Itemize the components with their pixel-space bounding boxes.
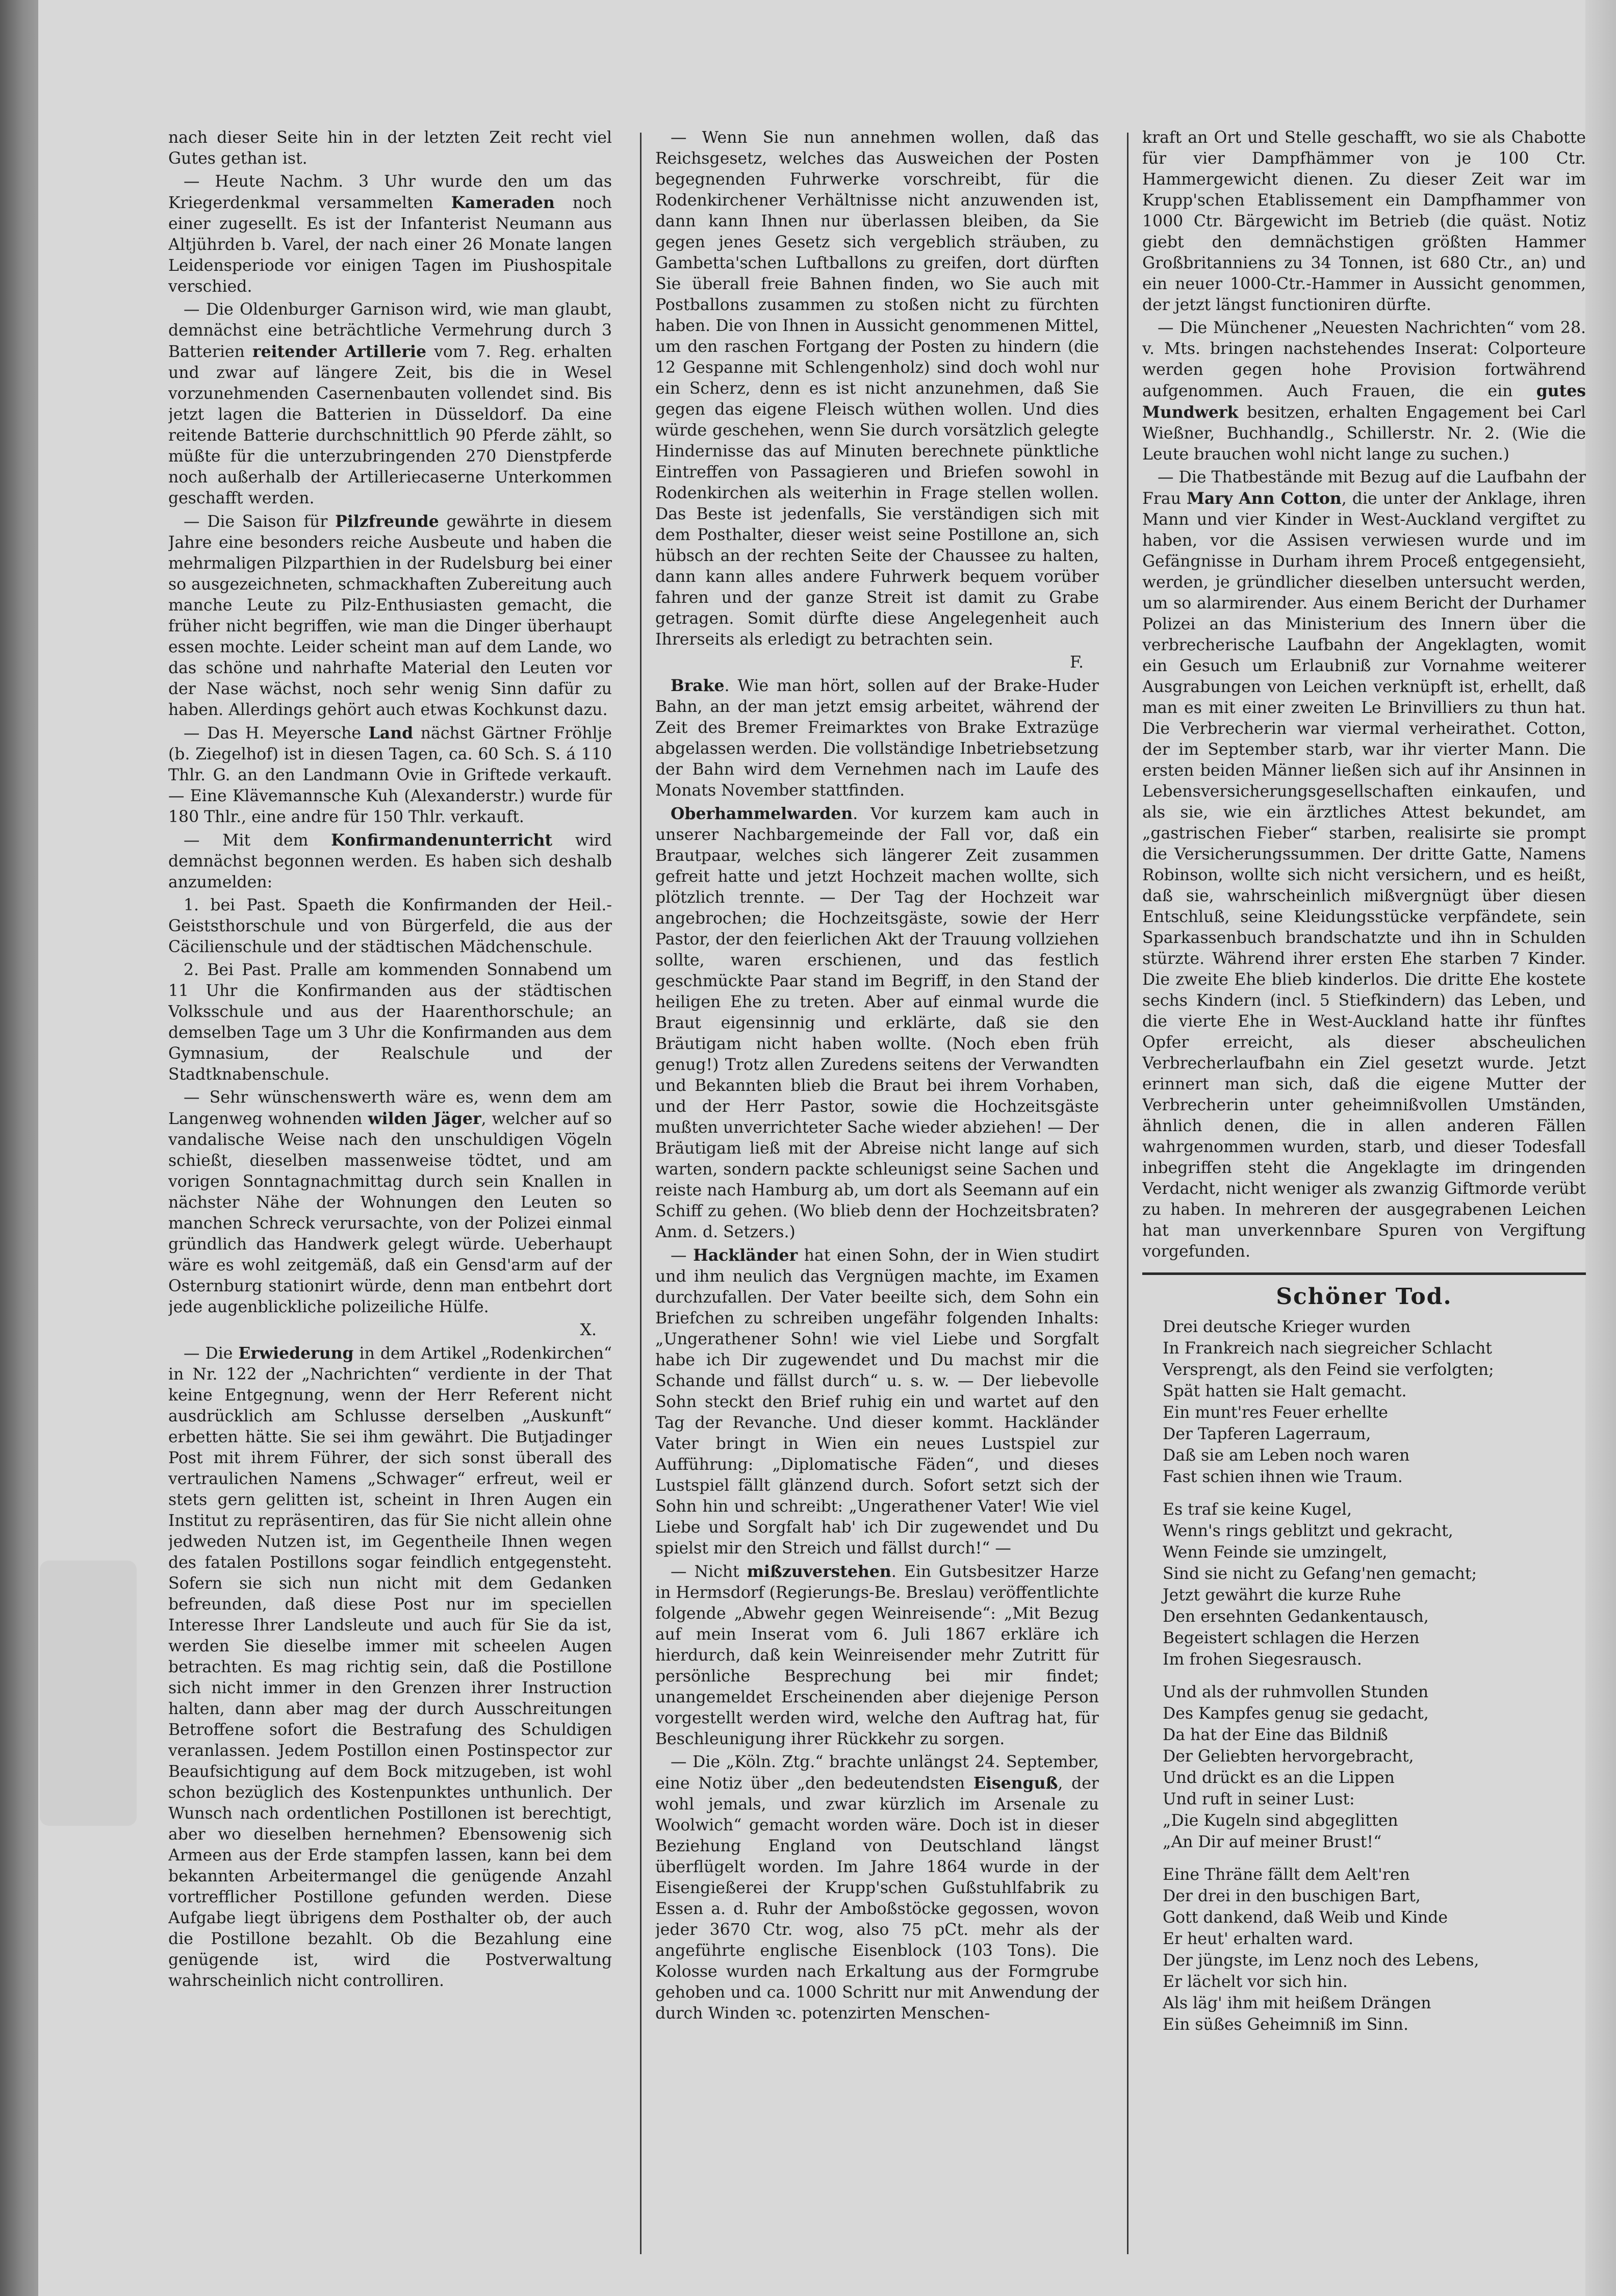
article-keyword: mißzuverstehen (747, 1562, 891, 1581)
poem-line: „An Dir auf meiner Brust!“ (1163, 1833, 1382, 1851)
article-keyword: Pilzfreunde (335, 512, 439, 531)
paragraph-text: — Wenn Sie nun annehmen wollen, daß das Reichsgesetz, welches das Ausweichen der Posten begegnenden Fuhrwerke vorschreibt, für die Rodenkirchener Verhältnisse nicht anzuwenden ist, dann kann Ihnen nur überlassen bleiben, da Sie gegen jenes Gesetz sich vergeblich sträuben, zu Gambetta'schen Luftballons zu greifen, dort dürften Sie überall freie Bahnen finden, wo Sie auch mit Postballons zusammen zu stoßen nicht zu fürchten haben. Die von Ihnen in Aussicht genommenen Mittel, um den raschen Fortgang der Posten zu hindern (die 12 Gespanne mit Schlengenholz) sind doch wohl nur ein Scherz, denn es ist nicht anzunehmen, daß Sie gegen das eigene Fleisch wüthen wollen. Und dies würde geschehen, wenn Sie durch vorsätzlich gelegte Hindernisse das auf Minuten berechnete pünktliche Eintreffen von Passagieren und Briefen sowohl in Rodenkirchen als weiterhin in Frage stellen wollen. Das Beste ist jedenfalls, Sie verständigen sich mit dem Posthalter, dieser weist seine Postillone an, sich hübsch an der rechten Seite der Chaussee zu halten, dann kann alles andere Fuhrwerk bequem vorüber fahren und der ganze Streit ist damit zu Grabe getragen. Somit dürfte diese Angelegenheit auch Ihrerseits als erledigt zu betrachten sein. (655, 129, 1099, 649)
column-divider (1127, 133, 1128, 2254)
page-edge (1585, 0, 1616, 2296)
article-paragraph (655, 803, 1099, 1243)
page-content (168, 127, 1586, 2269)
paragraph-text: . Ein Gutsbesitzer Harze in Hermsdorf (Regierungs-Be. Breslau) veröffentlichte folgende „Abwehr gegen Weinreisende“: „Mit Bezug auf mein Inserat vom 6. Juli 1867 erkläre ich hierdurch, daß kein Weinreisender mehr Zutritt für persönliche Besprechung bei mir findet; unangemeldet Erscheinenden aber diejenige Person vorgestellt werden wird, welche den Auftrag hat, für Beschleunigung ihrer Rückkehr zu sorgen. (655, 1563, 1099, 1748)
poem-stanza (1163, 1681, 1586, 1853)
paragraph-lead: — Die Münchener „Neuesten Nachrichten“ vom 28. v. Mts. bringen nachstehendes Inserat: Colporteure werden gegen hohe Provision fortwährend aufgenommen. Auch Frauen, die ein (1142, 319, 1586, 400)
article-paragraph (1142, 127, 1586, 316)
paragraph-text: 1. bei Past. Spaeth die Konfirmanden der Heil.-Geiststhorschule und von Bürgerfeld, die aus der Cäcilienschule und der städtischen Mädchenschule. (168, 896, 612, 956)
poem-line: Fast schien ihnen wie Traum. (1163, 1468, 1403, 1486)
paragraph-text: . Wie man hört, sollen auf der Brake-Huder Bahn, an der man jetzt emsig arbeitet, während der Zeit des Bremer Freimarktes von Brake Extrazüge abgelassen werden. Die vollständige Inbetriebsetzung der Bahn wird dem Vernehmen nach im Laufe des Monats November stattfinden. (655, 677, 1099, 800)
paragraph-lead: — Die Thatbestände mit Bezug auf die Laufbahn der Frau (1142, 468, 1586, 508)
paragraph-text: besitzen, erhalten Engagement bei Carl Wießner, Buchhandlg., Schillerstr. Nr. 2. (Wie die Leute brauchen wohl nicht lange zu suchen.) (1142, 403, 1586, 464)
poem-line: Begeistert schlagen die Herzen (1163, 1629, 1420, 1647)
paragraph-lead: — Das H. Meyersche (184, 724, 369, 743)
poem-line: Der drei in den buschigen Bart, (1163, 1887, 1421, 1905)
poem-stanza (1163, 1316, 1586, 1488)
article-signature (655, 652, 1084, 673)
paragraph-text: vom 7. Reg. erhalten und zwar auf längere Zeit, bis die in Wesel vorzunehmenden Casernenbauten vollendet sind. Bis jetzt lagen die Batterien in Düsseldorf. Da eine reitende Batterie durchschnittlich 90 Pferde zählt, so müßte für die unterzubringenden 270 Dienstpferde noch außerhalb der Artilleriecaserne Unterkommen geschafft werden. (168, 343, 612, 507)
poem-line: Drei deutsche Krieger wurden (1163, 1318, 1411, 1336)
book-spine (0, 0, 38, 2296)
article-keyword: gutes Mundwerk (1142, 381, 1586, 422)
paragraph-text: F. (1070, 653, 1084, 672)
poem-line: Jetzt gewährt die kurze Ruhe (1163, 1586, 1401, 1604)
paragraph-text: . Vor kurzem kam auch in unserer Nachbargemeinde der Fall vor, daß ein Brautpaar, welches sich längerer Zeit zusammen gefreit hatte und jetzt Hochzeit machen wollte, sich plötzlich trennte. — Der Tag der Hochzeit war angebrochen; die Hochzeitsgäste, sowie der Herr Pastor, der den feierlichen Akt der Trauung vollziehen sollte, waren erschienen, und das festlich geschmückte Paar stand im Begriff, in den Stand der heiligen Ehe zu treten. Aber auf einmal wurde die Braut eigensinnig und erklärte, daß sie den Bräutigam nicht haben wollte. (Noch eben früh genug!) Trotz allen Zuredens seitens der Verwandten und Bekannten blieb die Braut bei ihrem Vorhaben, und der Herr Pastor, sowie die Hochzeitsgäste mußten unverrichteter Sache wieder abziehen! — Der Bräutigam ließ mit der Abreise nicht lange auf sich warten, sondern packte schleunigst seine Sachen und reiste nach Hamburg ab, um dort als Seemann auf ein Schiff zu gehen. (Wo blieb denn der Hochzeitsbraten? Anm. d. Setzers.) (655, 805, 1099, 1241)
article-paragraph (168, 830, 612, 893)
article-paragraph (1142, 467, 1586, 1262)
paragraph-lead: — Nicht (671, 1563, 747, 1581)
poem-line: Als läg' ihm mit heißem Drängen (1163, 1994, 1431, 2012)
poem-stanza (1163, 1864, 1586, 2035)
article-paragraph (168, 723, 612, 828)
article-keyword: Mary Ann Cotton (1187, 489, 1342, 508)
poem-title: Schöner Tod. (1276, 1284, 1452, 1310)
paragraph-lead: — Die Saison für (184, 513, 336, 531)
article-keyword: Brake (671, 676, 725, 695)
article-keyword: Hackländer (693, 1246, 798, 1265)
poem-line: „Die Kugeln sind abgeglitten (1163, 1812, 1398, 1830)
paragraph-text: 2. Bei Past. Pralle am kommenden Sonnabend um 11 Uhr die Konfirmanden aus der städtischen Volksschule und aus der Haarenthorschule; an demselben Tage um 3 Uhr die Konfirmanden aus dem Gymnasium, der Realschule und der Stadtknabenschule. (168, 961, 612, 1084)
article-paragraph (655, 675, 1099, 801)
paragraph-text: , der wohl jemals, und zwar kürzlich im Arsenale zu Woolwich“ gemacht worden wäre. Doch ist in dieser Beziehung England von Deutschland längst überflügelt worden. Im Jahre 1864 wurde in der Eisengießerei der Krupp'schen Gußstuhlfabrik zu Essen a. d. Ruhr der Amboßstöcke gegossen, wovon jeder 3670 Ctr. wog, also 75 pCt. mehr als der angeführte englische Eisenblock (103 Tons). Die Kolosse wurden nach Erkaltung aus der Formgrube gehoben und ca. 1000 Schritt nur mit Anwendung der durch Winden ꝛc. potenzirten Menschen- (655, 1774, 1099, 2023)
poem-line: Und als der ruhmvollen Stunden (1163, 1683, 1429, 1701)
poem-line: Wenn's rings geblitzt und gekracht, (1163, 1522, 1453, 1540)
paragraph-text: X. (580, 1321, 597, 1339)
article-paragraph (168, 1087, 612, 1318)
article-keyword: Eisenguß (973, 1774, 1058, 1793)
article-keyword: Land (368, 724, 414, 743)
paragraph-text: noch einer zugesellt. Es ist der Infanterist Neumann aus Altjührden b. Varel, der nach einer 26 Monate langen Leidensperiode vor einigen Tagen im Piushospitale verschied. (168, 194, 612, 296)
poem-line: Eine Thräne fällt dem Aelt'ren (1163, 1866, 1410, 1884)
article-keyword: Kameraden (451, 193, 555, 212)
paragraph-text: nächst Gärtner Fröhlje (b. Ziegelhof) ist in diesen Tagen, ca. 60 Sch. S. á 110 Thlr. G. an den Landmann Ovie in Griftede verkauft. — Eine Klävemannsche Kuh (Alexanderstr.) wurde für 180 Thlr., eine andre für 150 Thlr. verkauft. (168, 724, 612, 826)
article-paragraph (655, 127, 1099, 650)
article-paragraph (168, 1343, 612, 1992)
paragraph-text: wird demnächst begonnen werden. Es haben sich deshalb anzumelden: (168, 831, 612, 891)
paragraph-text: kraft an Ort und Stelle geschafft, wo sie als Chabotte für vier Dampfhämmer von je 100 Ctr. Hammergewicht dienen. Zu dieser Zeit war im Krupp'schen Etablissement ein Dampfhammer von 1000 Ctr. Bärgewicht im Betrieb (die quäst. Notiz giebt den demnächstigen größten Hammer Großbritanniens zu 34 Tonnen, ist 680 Ctr., an) und ein neuer 1000-Ctr.-Hammer in Aussicht genommen, der jetzt längst functioniren dürfte. (1142, 129, 1586, 314)
poem-divider (1142, 1272, 1586, 1275)
article-keyword: Oberhammelwarden (671, 804, 853, 823)
poem-line: Und drückt es an die Lippen (1163, 1769, 1395, 1787)
poem-line: Da hat der Eine das Bildniß (1163, 1726, 1388, 1744)
paragraph-text: , welcher auf so vandalische Weise nach den unschuldigen Vögeln schießt, dieselben massenweise tödtet, und am vorigen Sonntagnachmittag durch sein Knallen in nächster Nähe der Wohnungen den Leuten so manchen Schreck verursachte, von der Polizei einmal gründlich das Handwerk gelegt würde. Ueberhaupt wäre es wohl zeitgemäß, daß ein Gensd'arm auf der Osternburg stationirt würde, denn man entbehrt dort jede augenblickliche polizeiliche Hülfe. (168, 1110, 612, 1316)
poem-line: Des Kampfes genug sie gedacht, (1163, 1704, 1429, 1723)
poem-line: Der Tapferen Lagerraum, (1163, 1425, 1371, 1443)
paragraph-lead: — Heute Nachm. 3 Uhr wurde den um das Kriegerdenkmal versammelten (168, 172, 612, 212)
poem-line: Ein munt'res Feuer erhellte (1163, 1404, 1388, 1422)
paragraph-lead: — Sehr wünschenswerth wäre es, wenn dem am Langenweg wohnenden (168, 1088, 612, 1128)
paragraph-text: in dem Artikel „Rodenkirchen“ in Nr. 122 der „Nachrichten“ verdiente in der That keine Entgegnung, wenn der Herr Referent nicht ausdrücklich am Schlusse derselben „Auskunft“ erbetten hätte. Sie sei ihm gewährt. Die Butjadinger Post mit ihrem Führer, der sich sonst überall des vertraulichen Namens „Schwager“ erfreut, weil er stets gern gelitten ist, scheint in Ihren Augen ein Institut zu repräsentiren, das für Sie nicht allein ohne jedweden Nutzen ist, im Gegentheile Ihnen wegen des fatalen Postillons sogar feindlich entgegensteht. Sofern sie sich nun nicht mit dem Gedanken befreunden, daß diese Post nur im speciellen Interesse Ihrer Landsleute und auch für Sie da ist, werden Sie dieselbe immer mit scheelen Augen betrachten. Es mag richtig sein, daß die Postillone sich nicht immer in den Grenzen ihrer Instruction halten, dann aber mag der durch Ausschreitungen Betroffene sofort die Bestrafung des Schuldigen veranlassen. Jedem Postillon einen Postinspector zur Beaufsichtigung auf dem Bock mitzugeben, ist wohl schon bezüglich des Kostenpunktes unthunlich. Der Wunsch nach ordentlichen Postillonen ist berechtigt, aber wo dieselben hernehmen? Ebensowenig sich Armeen aus der Erde stampfen lassen, kann bei dem bekannten Arbeitermangel die genügende Anzahl vortrefflicher Postillone gefunden werden. Diese Aufgabe liegt übrigens dem Posthalter ob, der auch die Postillone bezahlt. Ob die Bezahlung eine genügende ist, wird die Postverwaltung wahrscheinlich nicht controlliren. (168, 1344, 612, 1990)
paragraph-text: , die unter der Anklage, ihren Mann und vier Kinder in West-Auckland vergiftet zu haben, vor die Assisen verwiesen wurde und im Gefängnisse in Durham ihrem Proceß entgegensieht, werden, je gründlicher dieselben untersucht werden, um so alarmirender. Aus einem Bericht der Durhamer Polizei an das Ministerium des Innern über die verbrecherische Laufbahn der Angeklagten, womit ein Gesuch um Erlaubniß zur Vornahme weiterer Ausgrabungen von Leichen verknüpft ist, erhellt, daß man es mit einer zweiten Le Brinvilliers zu thun hat. Die Verbrecherin war viermal verheirathet. Cotton, der im September starb, war ihr vierter Mann. Die ersten beiden Männer ließen sich auf ihr Ansinnen in Lebensversicherungsgesellschaften einkaufen, und als sie, wie ein ärztliches Attest bekundet, am „gastrischen Fieber“ starben, realisirte sie prompt die Versicherungssummen. Der dritte Gatte, Namens Robinson, wollte sich nicht versichern, und es heißt, daß sie, wahrscheinlich mißvergnügt über diesen Entschluß, seine Kleidungsstücke verpfändete, sein Sparkassenbuch brandschatzte und ihn in Schulden stürzte. Während ihrer ersten Ehe starben 7 Kinder. Die zweite Ehe blieb kinderlos. Die dritte Ehe kostete sechs Kindern (incl. 5 Stiefkindern) das Leben, und die vierte Ehe in West-Auckland hatte ihr fünftes Opfer erreicht, als dieser abscheulichen Verbrecherlaufbahn ein Ziel gesetzt wurde. Jetzt erinnert man sich, daß die eigene Mutter der Verbrecherin unter geheimnißvollen Umständen, ähnlich denen, die in allen anderen Fällen wahrgenommen wurden, starb, und dieser Todesfall inbegriffen steht die Angeklagte im dringenden Verdacht, nicht weniger als zwanzig Giftmorde verübt zu haben. In mehreren der ausgegrabenen Leichen hat man unverkennbare Spuren von Vergiftung vorgefunden. (1142, 490, 1586, 1261)
paragraph-text: nach dieser Seite hin in der letzten Zeit recht viel Gutes gethan ist. (168, 129, 612, 168)
poem-line: Wenn Feinde sie umzingelt, (1163, 1543, 1388, 1562)
poem-line: Ein süßes Geheimniß im Sinn. (1163, 2016, 1408, 2034)
poem-stanza (1163, 1499, 1586, 1670)
poem-line: In Frankreich nach siegreicher Schlacht (1163, 1339, 1492, 1358)
column-1 (168, 127, 612, 2269)
poem-line: Daß sie am Leben noch waren (1163, 1446, 1410, 1465)
column-2 (655, 127, 1099, 2269)
poem-line: Der Geliebten hervorgebracht, (1163, 1747, 1414, 1766)
article-paragraph (168, 960, 612, 1085)
paragraph-text: hat einen Sohn, der in Wien studirt und ihm neulich das Vergnügen machte, im Examen durchzufallen. Der Vater beeilte sich, dem Sohn ein Briefchen zu schreiben ungefähr folgenden Inhalts: „Ungerathener Sohn! wie viel Liebe und Sorgfalt habe ich Dir zugewendet und Du machst mir die Schande und fällst durch“ u. s. w. — Der liebevolle Sohn steckt den Brief ruhig ein und wartet auf den Tag der Revanche. Und dieser kommt. Hackländer Vater bringt in Wien ein neues Lustspiel zur Aufführung: „Diplomatische Fäden“, und dieses Lustspiel fällt glänzend durch. Sofort setzt sich der Sohn hin und schreibt: „Ungerathener Vater! Wie viel Liebe und Sorgfalt hab' ich Dir zugewendet und Du spielst mir den Streich und fällst durch!“ — (655, 1246, 1099, 1558)
article-paragraph (655, 1752, 1099, 2024)
paragraph-lead: — Mit dem (184, 831, 331, 850)
paragraph-lead: — Die Oldenburger Garnison wird, wie man glaubt, demnächst eine beträchtliche Vermehrung durch 3 Batterien (168, 300, 612, 361)
article-keyword: wilden Jäger (368, 1109, 481, 1128)
poem-line: Den ersehnten Gedankentausch, (1163, 1608, 1429, 1626)
article-keyword: Konfirmandenunterricht (331, 831, 553, 850)
article-paragraph (655, 1245, 1099, 1559)
poem-line: Er heut' erhalten ward. (1163, 1930, 1354, 1948)
poem-line: Spät hatten sie Halt gemacht. (1163, 1382, 1407, 1400)
article-paragraph (168, 299, 612, 509)
poem-line: Im frohen Siegesrausch. (1163, 1650, 1362, 1669)
paper-damage (40, 1561, 137, 1826)
article-paragraph (168, 895, 612, 958)
column-divider (640, 133, 642, 2254)
article-keyword: reitender Artillerie (252, 342, 426, 361)
poem-line: Er lächelt vor sich hin. (1163, 1973, 1348, 1991)
article-signature (168, 1320, 597, 1341)
article-paragraph (655, 1561, 1099, 1750)
poem-line: Der jüngste, im Lenz noch des Lebens, (1163, 1951, 1479, 1970)
poem-line: Und ruft in seiner Lust: (1163, 1790, 1355, 1808)
article-paragraph (168, 511, 612, 721)
poem-line: Sind sie nicht zu Gefang'nen gemacht; (1163, 1565, 1477, 1583)
paragraph-text: gewährte in diesem Jahre eine besonders reiche Ausbeute und haben die mehrmaligen Pilzparthien in der Rudelsburg bei einer so ausgezeichneten, schmackhaften Zubereitung auch manche Leute zu Pilz-Enthusiasten gemacht, die früher nicht begriffen, wie man die Dinger überhaupt essen mochte. Leider scheint man auf dem Lande, wo das schöne und nahrhafte Material den Leuten vor der Nase wächst, noch sehr wenig Sinn dafür zu haben. Allerdings gehört auch etwas Kochkunst dazu. (168, 513, 612, 719)
article-paragraph (1142, 318, 1586, 465)
poem-line: Versprengt, als den Feind sie verfolgten; (1163, 1361, 1494, 1379)
paragraph-lead: — (671, 1246, 694, 1265)
column-3 (1142, 127, 1586, 2269)
article-keyword: Erwiederung (238, 1344, 354, 1363)
paragraph-lead: — Die „Köln. Ztg.“ brachte unlängst 24. September, eine Notiz über „den bedeutendsten (655, 1753, 1099, 1793)
article-paragraph (168, 171, 612, 297)
paragraph-lead: — Die (184, 1344, 239, 1363)
poem-line: Es traf sie keine Kugel, (1163, 1500, 1352, 1519)
article-paragraph (168, 127, 612, 169)
poem-line: Gott dankend, daß Weib und Kinde (1163, 1908, 1448, 1927)
